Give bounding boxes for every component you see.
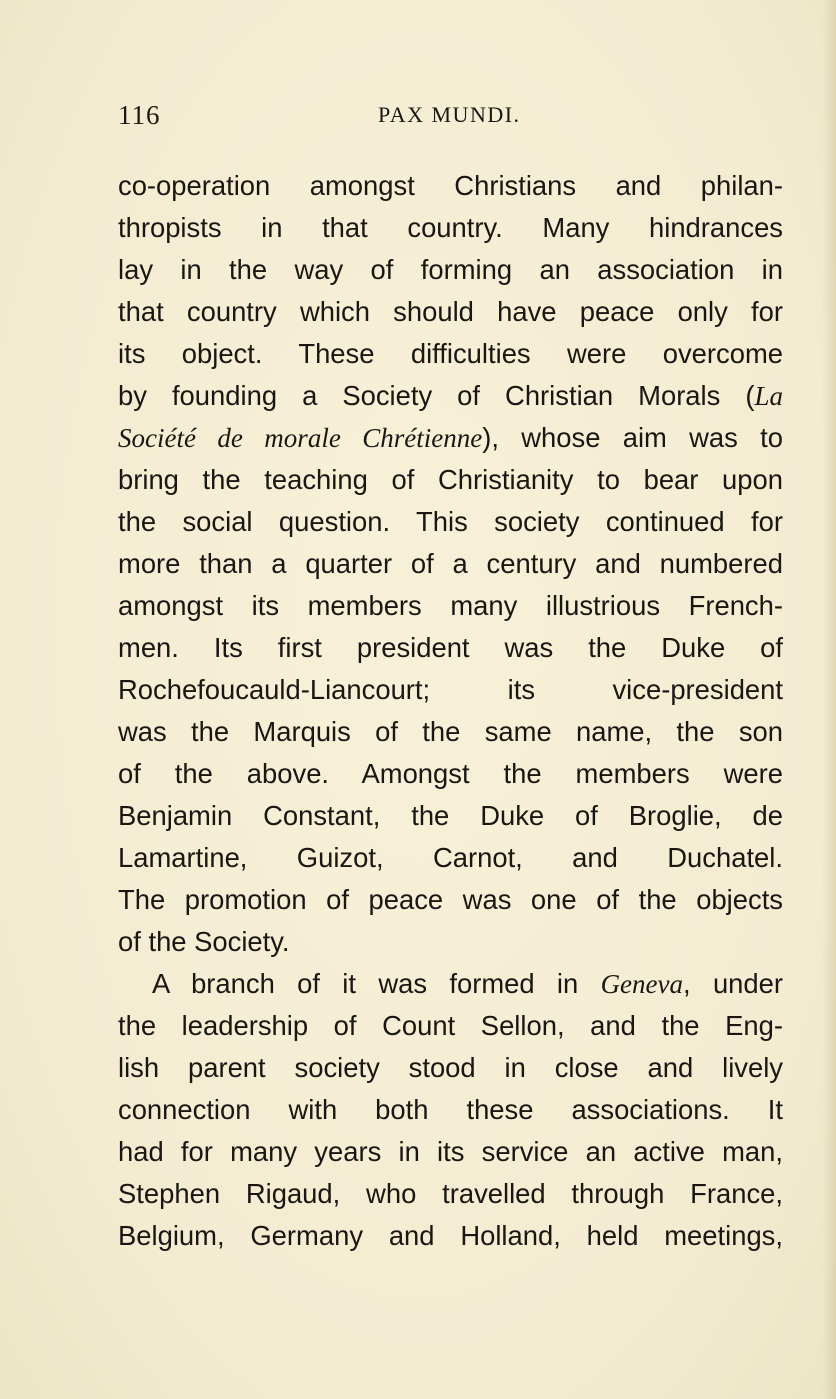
text-line: lay in the way of forming an association in [118, 254, 783, 285]
text-line: Benjamin Constant, the Duke of Broglie, de [118, 800, 783, 831]
text-line: was the Marquis of the same name, the son [118, 716, 783, 747]
paragraph-1 [118, 165, 783, 963]
text-line: had for many years in its service an active man, [118, 1136, 783, 1167]
text-segment: ), whose aim was to [482, 422, 783, 453]
text-segment: , under [683, 968, 783, 999]
text-line: the leadership of Count Sellon, and the Eng- [118, 1010, 783, 1041]
text-line [118, 417, 783, 459]
text-line: that country which should have peace only for [118, 296, 783, 327]
text-line: Lamartine, Guizot, Carnot, and Duchatel. [118, 842, 783, 873]
text-line: bring the teaching of Christianity to bear upon [118, 464, 783, 495]
text-line [118, 963, 783, 1005]
text-line: of the Society. [118, 926, 290, 957]
text-line [118, 375, 783, 417]
text-line: co-operation amongst Christians and philan- [118, 170, 783, 201]
paragraph-2 [118, 963, 783, 1257]
italic-text: Société de morale Chrétienne [118, 423, 483, 453]
italic-text: La [754, 381, 783, 411]
text-line: amongst its members many illustrious French- [118, 590, 783, 621]
text-line: The promotion of peace was one of the objects [118, 884, 783, 915]
text-line: of the above. Amongst the members were [118, 758, 783, 789]
text-line: lish parent society stood in close and lively [118, 1052, 783, 1083]
text-line: its object. These difficulties were overcome [118, 338, 783, 369]
text-line: connection with both these associations. It [118, 1094, 783, 1125]
page-edge-shadow [822, 0, 836, 1399]
text-line: thropists in that country. Many hindrances [118, 212, 783, 243]
text-line: men. Its first president was the Duke of [118, 632, 783, 663]
text-segment: by founding a Society of Christian Morals ( [118, 380, 755, 411]
text-line: more than a quarter of a century and numbered [118, 548, 783, 579]
text-line: Belgium, Germany and Holland, held meetings, [118, 1220, 783, 1251]
page-number: 116 [118, 100, 161, 130]
text-line: Rochefoucauld-Liancourt; its vice-president [118, 674, 783, 705]
text-segment: A branch of it was formed in [152, 968, 601, 999]
text-line: Stephen Rigaud, who travelled through France, [118, 1178, 783, 1209]
text-line: the social question. This society continued for [118, 506, 783, 537]
page-header [118, 100, 780, 136]
running-head: PAX MUNDI. [378, 102, 521, 127]
italic-text: Geneva [600, 969, 684, 999]
body-text [118, 165, 783, 1257]
